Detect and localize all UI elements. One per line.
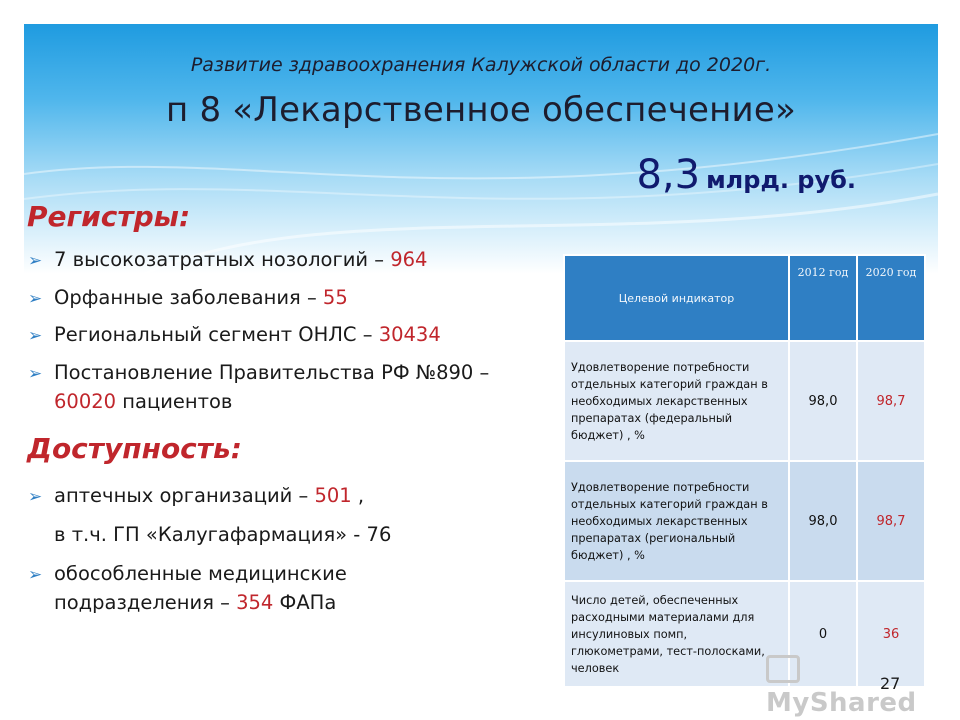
registry-value: 55 xyxy=(322,286,348,309)
arrow-bullet-icon: ➢ xyxy=(28,565,43,585)
registry-item: ➢ Региональный сегмент ОНЛС – 30434 xyxy=(28,321,568,350)
registries-heading: Регистры: xyxy=(27,200,191,233)
indicators-table xyxy=(563,254,926,688)
registry-item: ➢ 7 высокозатратных нозологий – 964 xyxy=(28,246,568,275)
amount-unit: млрд. руб. xyxy=(706,166,856,194)
indicator-cell: Удовлетворение потребности отдельных категорий граждан в необходимых лекарственных препаратах (региональный бюджет) , % xyxy=(565,462,788,580)
page-number: 27 xyxy=(880,674,901,693)
arrow-bullet-icon: ➢ xyxy=(28,364,43,384)
availability-heading: Доступность: xyxy=(27,432,242,465)
value-2012-cell: 98,0 xyxy=(790,462,856,580)
amount-value: 8,3 xyxy=(636,152,701,198)
value-2020-cell: 98,7 xyxy=(858,462,924,580)
table-row xyxy=(565,342,924,460)
availability-subitem: в т.ч. ГП «Калугафармация» - 76 xyxy=(54,523,392,546)
registry-value: 30434 xyxy=(378,323,441,346)
arrow-bullet-icon: ➢ xyxy=(28,289,43,309)
availability-item: ➢ обособленные медицинские подразделения – 354 ФАПа xyxy=(28,562,347,614)
registry-value: 964 xyxy=(390,248,428,271)
registry-value: 60020 xyxy=(54,390,117,413)
slide xyxy=(24,24,938,718)
column-header: 2012 год xyxy=(790,256,856,340)
budget-amount xyxy=(636,152,856,198)
indicator-cell: Число детей, обеспеченных расходными материалами для инсулиновых помп, глюкометрами, тест-полосками, человек xyxy=(565,582,788,686)
units-value: 354 xyxy=(236,591,274,614)
value-2020-cell: 36 xyxy=(858,582,924,686)
availability-item: ➢ аптечных организаций – 501 , xyxy=(28,482,568,511)
value-2020-cell: 98,7 xyxy=(858,342,924,460)
value-2012-cell: 0 xyxy=(790,582,856,686)
slide-subtitle: Развитие здравоохранения Калужской области до 2020г. xyxy=(190,54,772,76)
slide-title: п 8 «Лекарственное обеспечение» xyxy=(166,90,796,130)
table-header-row xyxy=(565,256,924,340)
column-header: Целевой индикатор xyxy=(565,256,788,340)
column-header: 2020 год xyxy=(858,256,924,340)
arrow-bullet-icon: ➢ xyxy=(28,487,43,507)
pharmacies-value: 501 xyxy=(314,484,352,507)
presentation-icon xyxy=(766,655,800,683)
indicator-cell: Удовлетворение потребности отдельных категорий граждан в необходимых лекарственных препаратах (федеральный бюджет) , % xyxy=(565,342,788,460)
table-row xyxy=(565,462,924,580)
watermark: MyShared xyxy=(766,655,938,718)
registry-item: ➢ Постановление Правительства РФ №890 – 60020 пациентов xyxy=(28,361,490,413)
arrow-bullet-icon: ➢ xyxy=(28,326,43,346)
arrow-bullet-icon: ➢ xyxy=(28,251,43,271)
registry-item: ➢ Орфанные заболевания – 55 xyxy=(28,284,568,313)
value-2012-cell: 98,0 xyxy=(790,342,856,460)
